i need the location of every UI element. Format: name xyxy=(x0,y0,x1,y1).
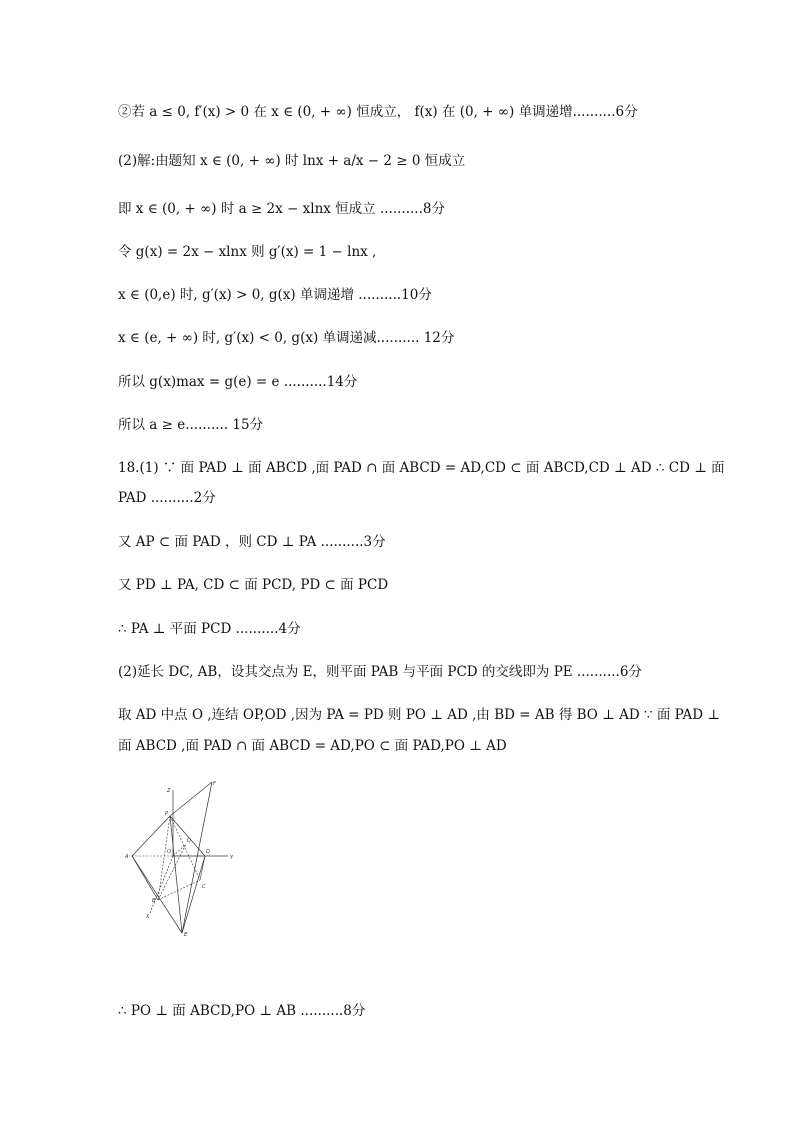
label-f: F xyxy=(213,781,216,787)
label-b: B xyxy=(152,898,156,904)
label-e: E xyxy=(184,932,188,938)
text-line-16: 面 ABCD ,面 PAD ∩ 面 ABCD = AD,PO ⊂ 面 PAD,PO ⊥ AD xyxy=(118,738,507,754)
text-line-8: 所以 a ≥ e.......... 15分 xyxy=(118,417,264,433)
segment-ef xyxy=(182,782,212,933)
label-y: Y xyxy=(230,855,234,861)
text-line-11: 又 AP ⊂ 面 PAD ，则 CD ⊥ PA ..........3分 xyxy=(118,534,386,550)
text-line-1: ②若 a ≤ 0, f′(x) > 0 在 x ∈ (0, + ∞) 恒成立， f(x) 在 (0, + ∞) 单调递增..........6分 xyxy=(118,104,638,120)
x-axis xyxy=(150,856,173,913)
text-line-3: 即 x ∈ (0, + ∞) 时 a ≥ 2x − xlnx 恒成立 ..........8分 xyxy=(118,201,445,217)
label-q: Q xyxy=(187,838,191,844)
text-line-7: 所以 g(x)max = g(e) = e ..........14分 xyxy=(118,374,358,390)
segment-pf xyxy=(170,782,212,816)
segment-pe xyxy=(170,816,182,933)
text-line-14: (2)延长 DC, AB，设其交点为 E，则平面 PAB 与平面 PCD 的交线即为 PE ..........6分 xyxy=(118,664,642,680)
segment-bc xyxy=(158,880,200,900)
label-a: A xyxy=(125,854,129,860)
label-c: C xyxy=(202,884,206,890)
text-line-10: PAD ..........2分 xyxy=(118,490,216,506)
label-x: X xyxy=(146,914,150,920)
text-line-17: ∴ PO ⊥ 面 ABCD,PO ⊥ AB ..........8分 xyxy=(118,1003,366,1019)
geometry-figure xyxy=(120,778,240,943)
segment-pc xyxy=(170,816,200,880)
text-line-12: 又 PD ⊥ PA, CD ⊂ 面 PCD, PD ⊂ 面 PCD xyxy=(118,577,389,593)
text-line-2: (2)解:由题知 x ∈ (0, + ∞) 时 lnx + a/x − 2 ≥ 0 恒成立 xyxy=(118,153,466,169)
text-line-13: ∴ PA ⊥ 平面 PCD ..........4分 xyxy=(118,621,301,637)
text-line-4: 令 g(x) = 2x − xlnx 则 g′(x) = 1 − lnx , xyxy=(118,244,377,260)
segment-pa xyxy=(132,816,170,856)
label-p: P xyxy=(165,811,169,817)
text-line-9: 18.(1) ∵ 面 PAD ⊥ 面 ABCD ,面 PAD ∩ 面 ABCD = AD,CD ⊂ 面 ABCD,CD ⊥ AD ∴ CD ⊥ 面 xyxy=(118,460,725,476)
label-z: Z xyxy=(167,788,171,794)
text-line-6: x ∈ (e, + ∞) 时, g′(x) < 0, g(x) 单调递减.......... 12分 xyxy=(118,330,455,346)
label-d: D xyxy=(206,849,210,855)
text-line-5: x ∈ (0,e) 时, g′(x) > 0, g(x) 单调递增 ..........10分 xyxy=(118,287,432,303)
label-o: O xyxy=(167,849,171,855)
text-line-15: 取 AD 中点 O ,连结 OP,OD ,因为 PA = PD 则 PO ⊥ AD ,由 BD = AB 得 BO ⊥ AD ∵ 面 PAD ⊥ xyxy=(118,707,721,723)
segment-de xyxy=(182,856,205,933)
segment-oq xyxy=(173,844,186,856)
segment-pb xyxy=(158,816,170,900)
geometry-diagram xyxy=(120,778,240,943)
segment-pd xyxy=(170,816,205,856)
